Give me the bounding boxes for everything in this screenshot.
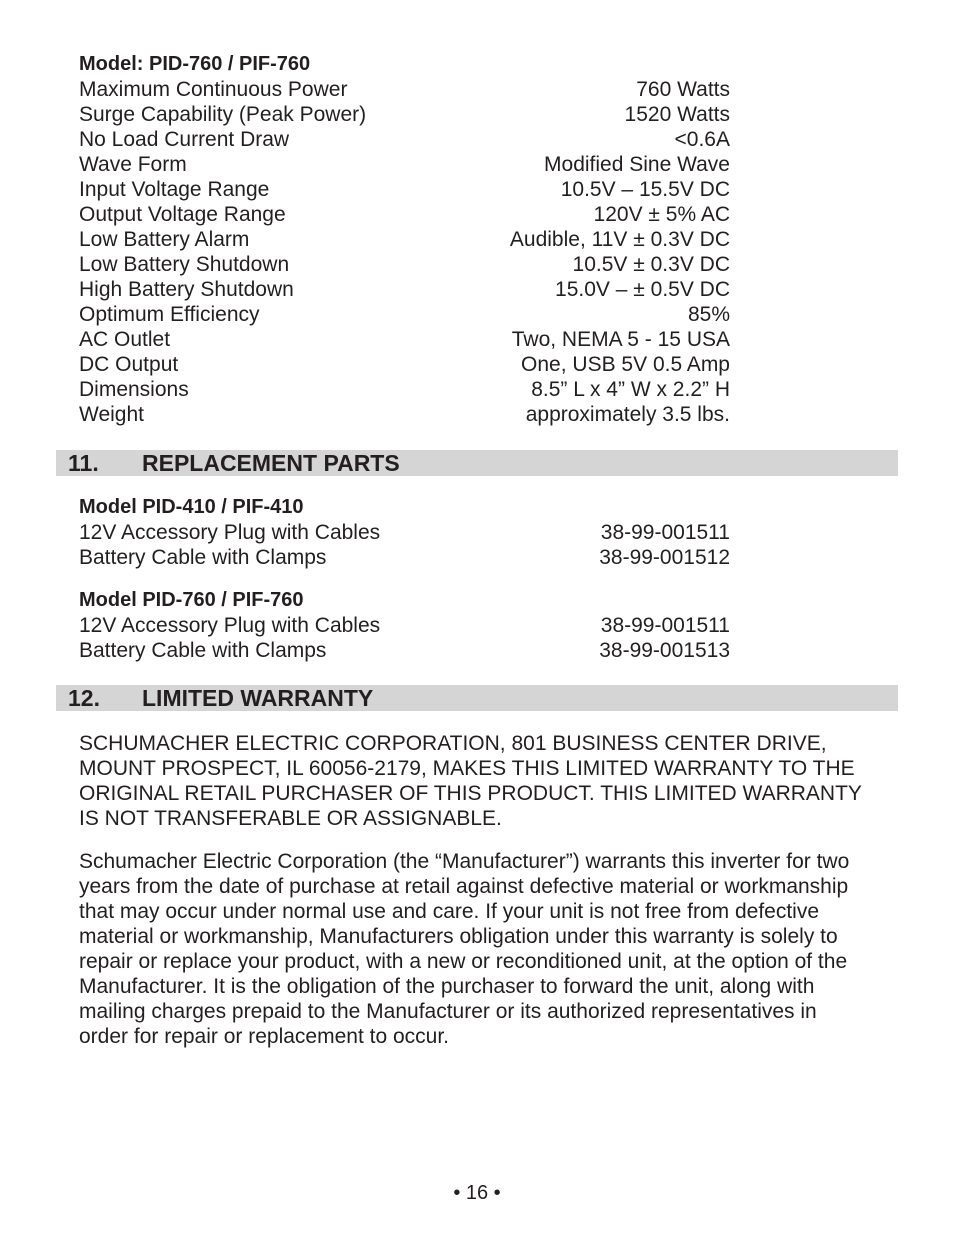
text-line: IS NOT TRANSFERABLE OR ASSIGNABLE. [79,807,502,830]
text-line: order for repair or replacement to occur. [79,1025,450,1048]
text-line: Manufacturer. It is the obligation of the purchaser to forward the unit, along with [79,975,815,998]
spec-row [79,127,730,152]
text-line: ORIGINAL RETAIL PURCHASER OF THIS PRODUCT. THIS LIMITED WARRANTY [79,782,862,805]
parts-row [79,520,730,545]
part-number: 38-99-001513 [599,639,730,662]
spec-row [79,202,730,227]
warranty-paragraph-1 [79,731,899,831]
spec-row [79,227,730,252]
parts-list [79,520,730,570]
spec-label: Maximum Continuous Power [79,78,348,101]
spec-label: Weight [79,403,144,426]
parts-list [79,613,730,663]
section-title: LIMITED WARRANTY [142,685,374,711]
spec-table [79,77,730,427]
part-number: 38-99-001512 [599,546,730,569]
spec-label: High Battery Shutdown [79,278,294,301]
text-line: years from the date of purchase at retail against defective material or workmanship [79,875,849,898]
spec-value: 10.5V – 15.5V DC [560,178,730,201]
spec-value: 8.5” L x 4” W x 2.2” H [531,378,730,401]
section-number: 12. [68,685,100,711]
warranty-paragraph-2 [79,849,899,1049]
parts-row [79,613,730,638]
spec-label: Input Voltage Range [79,178,270,201]
spec-row [79,402,730,427]
part-number: 38-99-001511 [600,614,730,637]
part-label: 12V Accessory Plug with Cables [79,521,381,544]
spec-model-title: Model: PID-760 / PIF-760 [79,53,311,75]
spec-label: Low Battery Shutdown [79,253,290,276]
text-line: MOUNT PROSPECT, IL 60056-2179, MAKES THIS LIMITED WARRANTY TO THE [79,757,855,780]
spec-value: 85% [687,303,730,326]
spec-label: Low Battery Alarm [79,228,250,251]
spec-row [79,177,730,202]
parts-model-title: Model PID-410 / PIF-410 [79,496,304,518]
spec-row [79,377,730,402]
spec-value: <0.6A [674,128,730,151]
spec-label: Output Voltage Range [79,203,286,226]
spec-value: 760 Watts [636,78,730,101]
spec-value: approximately 3.5 lbs. [525,403,730,426]
spec-label: Wave Form [79,153,187,176]
section-number: 11. [68,450,99,476]
text-line: Schumacher Electric Corporation (the “Manufacturer”) warrants this inverter for two [79,850,850,873]
spec-label: No Load Current Draw [79,128,290,151]
spec-row [79,252,730,277]
spec-row [79,352,730,377]
page-number: • 16 • [453,1182,501,1204]
text-line: material or workmanship, Manufacturers obligation under this warranty is solely to [79,925,838,948]
spec-value: 15.0V – ± 0.5V DC [555,278,730,301]
spec-label: Optimum Efficiency [79,303,260,326]
spec-value: One, USB 5V 0.5 Amp [521,353,730,376]
parts-row [79,545,730,570]
part-label: Battery Cable with Clamps [79,639,327,662]
spec-value: 10.5V ± 0.3V DC [572,253,730,276]
text-line: repair or replace your product, with a new or reconditioned unit, at the option of the [79,950,848,973]
parts-row [79,638,730,663]
spec-row [79,277,730,302]
section-header-limited-warranty [56,685,898,711]
spec-value: Modified Sine Wave [544,153,730,176]
section-title: REPLACEMENT PARTS [142,450,400,476]
text-line: SCHUMACHER ELECTRIC CORPORATION, 801 BUSINESS CENTER DRIVE, [79,732,827,755]
part-label: 12V Accessory Plug with Cables [79,614,381,637]
spec-value: 1520 Watts [624,103,730,126]
spec-row [79,77,730,102]
parts-model-title: Model PID-760 / PIF-760 [79,589,304,611]
spec-label: Surge Capability (Peak Power) [79,103,367,126]
spec-value: 120V ± 5% AC [593,203,730,226]
spec-row [79,327,730,352]
spec-row [79,302,730,327]
text-line: mailing charges prepaid to the Manufacturer or its authorized representatives in [79,1000,817,1023]
spec-row [79,102,730,127]
spec-value: Two, NEMA 5 - 15 USA [511,328,730,351]
part-number: 38-99-001511 [600,521,730,544]
spec-value: Audible, 11V ± 0.3V DC [509,228,730,251]
spec-row [79,152,730,177]
section-header-replacement-parts [56,450,898,476]
spec-label: AC Outlet [79,328,171,351]
spec-label: DC Output [79,353,179,376]
text-line: that may occur under normal use and care. If your unit is not free from defective [79,900,820,923]
part-label: Battery Cable with Clamps [79,546,327,569]
spec-label: Dimensions [79,378,189,401]
